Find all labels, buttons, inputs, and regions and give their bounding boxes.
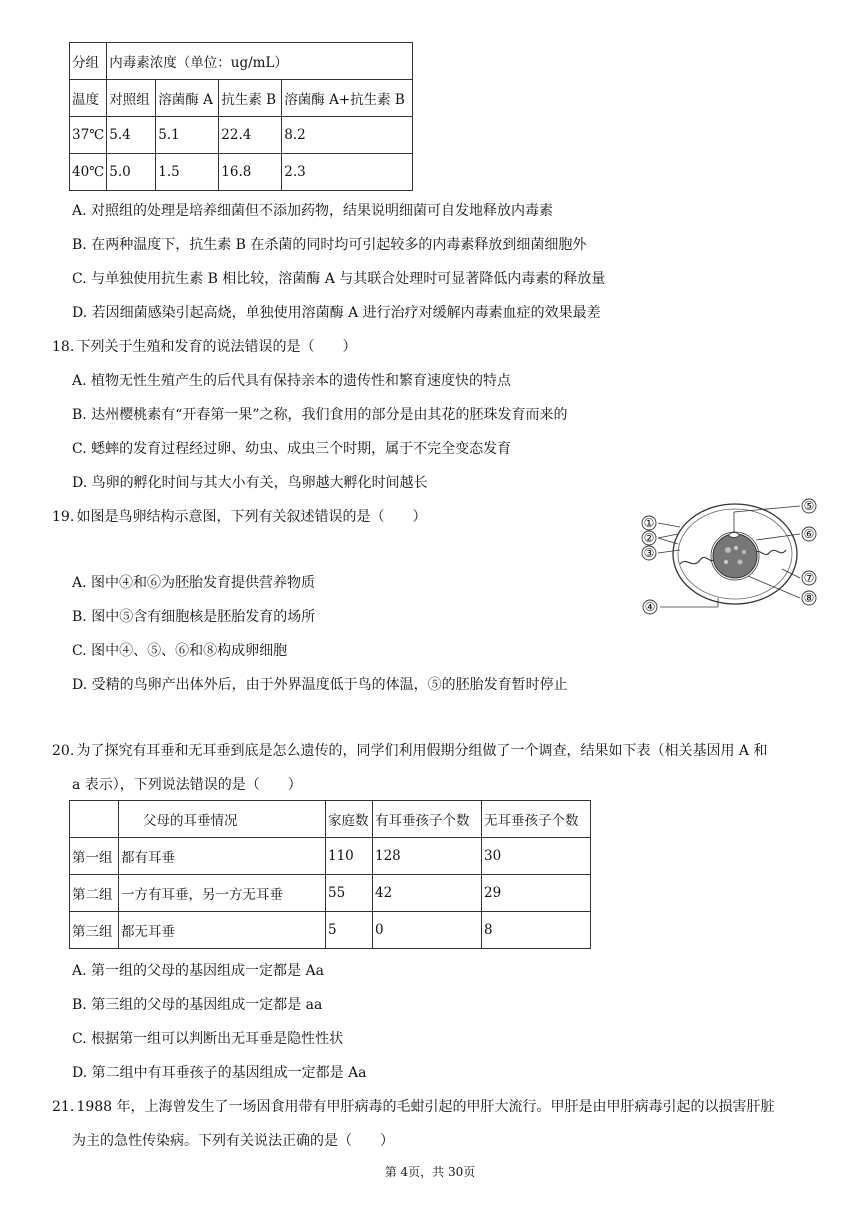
table-cell: 5.0 (107, 154, 156, 191)
q18-option-b: B. 达州樱桃素有“开春第一果”之称，我们食用的部分是由其花的胚珠发育而来的 (72, 407, 568, 423)
table-cell: 8 (482, 912, 591, 949)
q17-option-a: A. 对照组的处理是培养细菌但不添加药物，结果说明细菌可自发地释放内毒素 (72, 203, 554, 219)
table-cell: 抗生素 B (219, 80, 282, 117)
question-text: 1988 年，上海曾发生了一场因食用带有甲肝病毒的毛蚶引起的甲肝大流行。甲肝是由甲肝病毒引起的以损害肝脏 (76, 1099, 775, 1115)
q20-stem-line2: a 表示），下列说法错误的是（ ） (72, 777, 302, 793)
q19-stem (52, 506, 426, 526)
table-cell: 父母的耳垂情况 (119, 801, 326, 838)
table-cell: 分组 (70, 43, 107, 80)
table-cell: 5 (326, 912, 373, 949)
q17-option-b: B. 在两种温度下，抗生素 B 在杀菌的同时均可引起较多的内毒素释放到细菌细胞外 (72, 237, 587, 253)
question-text: 如图是鸟卵结构示意图，下列有关叙述错误的是（ ） (76, 509, 427, 525)
question-number: 21. (52, 1099, 75, 1115)
table-cell: 29 (482, 875, 591, 912)
q20-option-d: D. 第二组中有耳垂孩子的基因组成一定都是 Aa (72, 1065, 367, 1081)
table-cell: 内毒素浓度（单位：ug/mL） (107, 43, 413, 80)
table-cell: 第三组 (70, 912, 119, 949)
figure-label-1: ① (643, 516, 655, 530)
q18-option-c: C. 蟋蟀的发育过程经过卵、幼虫、成虫三个时期，属于不完全变态发育 (72, 441, 512, 457)
table-cell: 都无耳垂 (119, 912, 326, 949)
table-cell: 第一组 (70, 838, 119, 875)
q19-option-c: C. 图中④、⑤、⑥和⑧构成卵细胞 (72, 643, 288, 659)
table-cell: 第二组 (70, 875, 119, 912)
table-row (70, 154, 413, 191)
q18-stem (52, 336, 356, 356)
table-row (70, 912, 591, 949)
q20-option-c: C. 根据第一组可以判断出无耳垂是隐性性状 (72, 1031, 344, 1047)
q17-option-d: D. 若因细菌感染引起高烧，单独使用溶菌酶 A 进行治疗对缓解内毒素血症的效果最差 (72, 305, 601, 321)
table-cell: 22.4 (219, 117, 282, 154)
table-cell: 128 (373, 838, 482, 875)
page-footer: 第 4页，共 30页 (384, 1165, 476, 1179)
endotoxin-table (69, 42, 413, 191)
table-cell: 40℃ (70, 154, 107, 191)
figure-label-7: ⑦ (803, 571, 815, 585)
table-row (70, 838, 591, 875)
q20-option-a: A. 第一组的父母的基因组成一定都是 Aa (72, 963, 324, 979)
q19-option-a: A. 图中④和⑥为胚胎发育提供营养物质 (72, 575, 316, 591)
table-cell: 37℃ (70, 117, 107, 154)
question-text: 为了探究有耳垂和无耳垂到底是怎么遗传的，同学们利用假期分组做了一个调查，结果如下表（相关基因用 A 和 (76, 743, 768, 759)
table-cell: 对照组 (107, 80, 156, 117)
figure-label-2: ② (643, 531, 655, 545)
question-number: 20. (52, 743, 75, 759)
yolk (713, 534, 757, 578)
earlobe-table (69, 800, 591, 949)
table-cell: 110 (326, 838, 373, 875)
question-number: 19. (52, 509, 75, 525)
table-cell: 家庭数 (326, 801, 373, 838)
figure-label-8: ⑧ (803, 591, 815, 605)
figure-label-3: ③ (643, 546, 655, 560)
table-cell: 溶菌酶 A (156, 80, 219, 117)
table-row (70, 117, 413, 154)
question-text: 下列关于生殖和发育的说法错误的是（ ） (76, 339, 357, 355)
q21-stem-line2: 为主的急性传染病。下列有关说法正确的是（ ） (72, 1133, 394, 1149)
table-cell: 5.1 (156, 117, 219, 154)
table-row (70, 875, 591, 912)
q19-option-d: D. 受精的鸟卵产出体外后，由于外界温度低于鸟的体温，⑤的胚胎发育暂时停止 (72, 677, 568, 693)
q21-stem-line1 (52, 1096, 775, 1116)
table-cell: 1.5 (156, 154, 219, 191)
figure-label-6: ⑥ (803, 527, 815, 541)
table-cell: 8.2 (282, 117, 413, 154)
table-cell: 2.3 (282, 154, 413, 191)
q18-option-d: D. 鸟卵的孵化时间与其大小有关，鸟卵越大孵化时间越长 (72, 475, 428, 491)
table-cell: 一方有耳垂，另一方无耳垂 (119, 875, 326, 912)
table-cell (70, 801, 119, 838)
q18-option-a: A. 植物无性生殖产生的后代具有保持亲本的遗传性和繁育速度快的特点 (72, 373, 512, 389)
figure-label-4: ④ (644, 600, 656, 614)
bird-egg-diagram (638, 494, 828, 618)
table-cell: 42 (373, 875, 482, 912)
table-cell: 30 (482, 838, 591, 875)
table-cell: 溶菌酶 A+抗生素 B (282, 80, 413, 117)
chalaza-left (680, 557, 716, 564)
germinal-disc (729, 533, 739, 538)
q19-option-b: B. 图中⑤含有细胞核是胚胎发育的场所 (72, 609, 316, 625)
table-cell: 16.8 (219, 154, 282, 191)
table-cell: 有耳垂孩子个数 (373, 801, 482, 838)
table-cell: 无耳垂孩子个数 (482, 801, 591, 838)
table-cell: 0 (373, 912, 482, 949)
table-cell: 55 (326, 875, 373, 912)
question-number: 18. (52, 339, 75, 355)
table-cell: 温度 (70, 80, 107, 117)
table-cell: 5.4 (107, 117, 156, 154)
figure-label-5: ⑤ (803, 499, 815, 513)
q20-stem-line1 (52, 740, 767, 760)
q17-option-c: C. 与单独使用抗生素 B 相比较，溶菌酶 A 与其联合处理时可显著降低内毒素的释放量 (72, 271, 606, 287)
table-cell: 都有耳垂 (119, 838, 326, 875)
q20-option-b: B. 第三组的父母的基因组成一定都是 aa (72, 997, 323, 1013)
